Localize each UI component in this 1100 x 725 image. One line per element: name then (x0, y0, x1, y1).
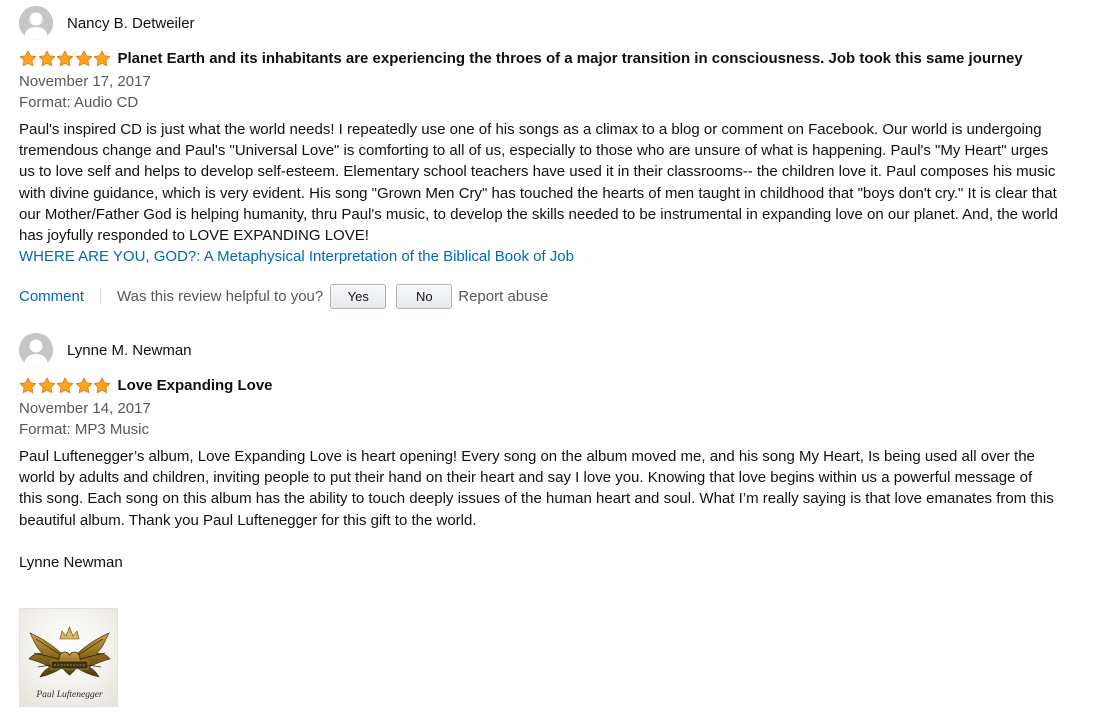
reviewer-name[interactable]: Lynne M. Newman (67, 341, 192, 359)
helpful-question: Was this review helpful to you? (117, 287, 324, 305)
review-image-thumbnail[interactable] (19, 608, 118, 707)
album-cover-image (20, 609, 118, 707)
review-body: Paul Luftenegger’s album, Love Expanding Love is heart opening! Every song on the album moved me, and his song My Heart, Is being used all over the world by adults and children, inviting people to put their hand on their heart and say I love you. Knowing that love begins within us a powerful message of this song. Each song on this album has the ability to touch deeply issues of the human heart and soul. What I’m really saying is that love emanates from this beautiful album. Thank you Paul Luftenegger for this gift to the world. (19, 448, 1054, 529)
user-silhouette-icon (19, 6, 53, 40)
review-title-row (19, 376, 1059, 395)
review-body: Paul's inspired CD is just what the world needs! I repeatedly use one of his songs as a climax to a blog or comment on Facebook. Our world is undergoing tremendous change and Paul's "Universal Love" is comforting to all of us, especially to those who are unsure of what is happening. Paul's "My Heart" urges us to love self and helps to develop self-esteem. Elementary school teachers have used it in their classrooms-- the children love it. Paul composes his music with divine guidance, which is very evident. His song "Grown Men Cry" has touched the hearts of men taught in childhood that "boys don't cry." It is clear that our Mother/Father God is helping humanity, thru Paul's music, to develop the skills needed to be instrumental in expanding love on our planet. And, the world has joyfully responded to LOVE EXPANDING LOVE! (19, 121, 1059, 245)
avatar[interactable] (19, 333, 53, 367)
star-icon (56, 50, 74, 67)
review-format: Format: MP3 Music (19, 421, 150, 438)
star-icon (75, 377, 93, 394)
review-date: November 17, 2017 (19, 73, 151, 90)
avatar[interactable] (19, 6, 53, 40)
svg-text:Paul Luftenegger: Paul Luftenegger (36, 690, 103, 700)
star-icon (93, 377, 111, 394)
reviewer-profile[interactable] (19, 333, 1059, 367)
review-card (19, 333, 1059, 573)
review-title[interactable]: Love Expanding Love (117, 377, 273, 394)
review-signature: Lynne Newman (19, 553, 123, 571)
user-silhouette-icon (19, 333, 53, 367)
review-format: Format: Audio CD (19, 94, 139, 111)
star-rating[interactable] (19, 377, 112, 394)
star-icon (93, 50, 111, 67)
star-icon (56, 377, 74, 394)
review-actions (19, 283, 1059, 309)
report-abuse-link[interactable]: Report abuse (458, 287, 549, 305)
review-card (19, 6, 1059, 309)
star-icon (19, 377, 37, 394)
reviewer-profile[interactable] (19, 6, 1059, 40)
star-icon (19, 50, 37, 67)
star-icon (38, 377, 56, 394)
review-title[interactable]: Planet Earth and its inhabitants are experiencing the throes of a major transition in consciousness. Job took this same journey (117, 50, 1023, 67)
reviewer-name[interactable]: Nancy B. Detweiler (67, 14, 195, 32)
star-rating[interactable] (19, 50, 112, 67)
comment-link[interactable]: Comment (19, 287, 85, 305)
divider (100, 288, 101, 304)
star-icon (75, 50, 93, 67)
related-product-link[interactable]: WHERE ARE YOU, GOD?: A Metaphysical Interpretation of the Biblical Book of Job (19, 248, 574, 266)
helpful-no-button[interactable]: No (396, 284, 452, 309)
star-icon (38, 50, 56, 67)
helpful-yes-button[interactable]: Yes (330, 284, 386, 309)
review-date: November 14, 2017 (19, 400, 151, 417)
review-title-row (19, 49, 1059, 68)
